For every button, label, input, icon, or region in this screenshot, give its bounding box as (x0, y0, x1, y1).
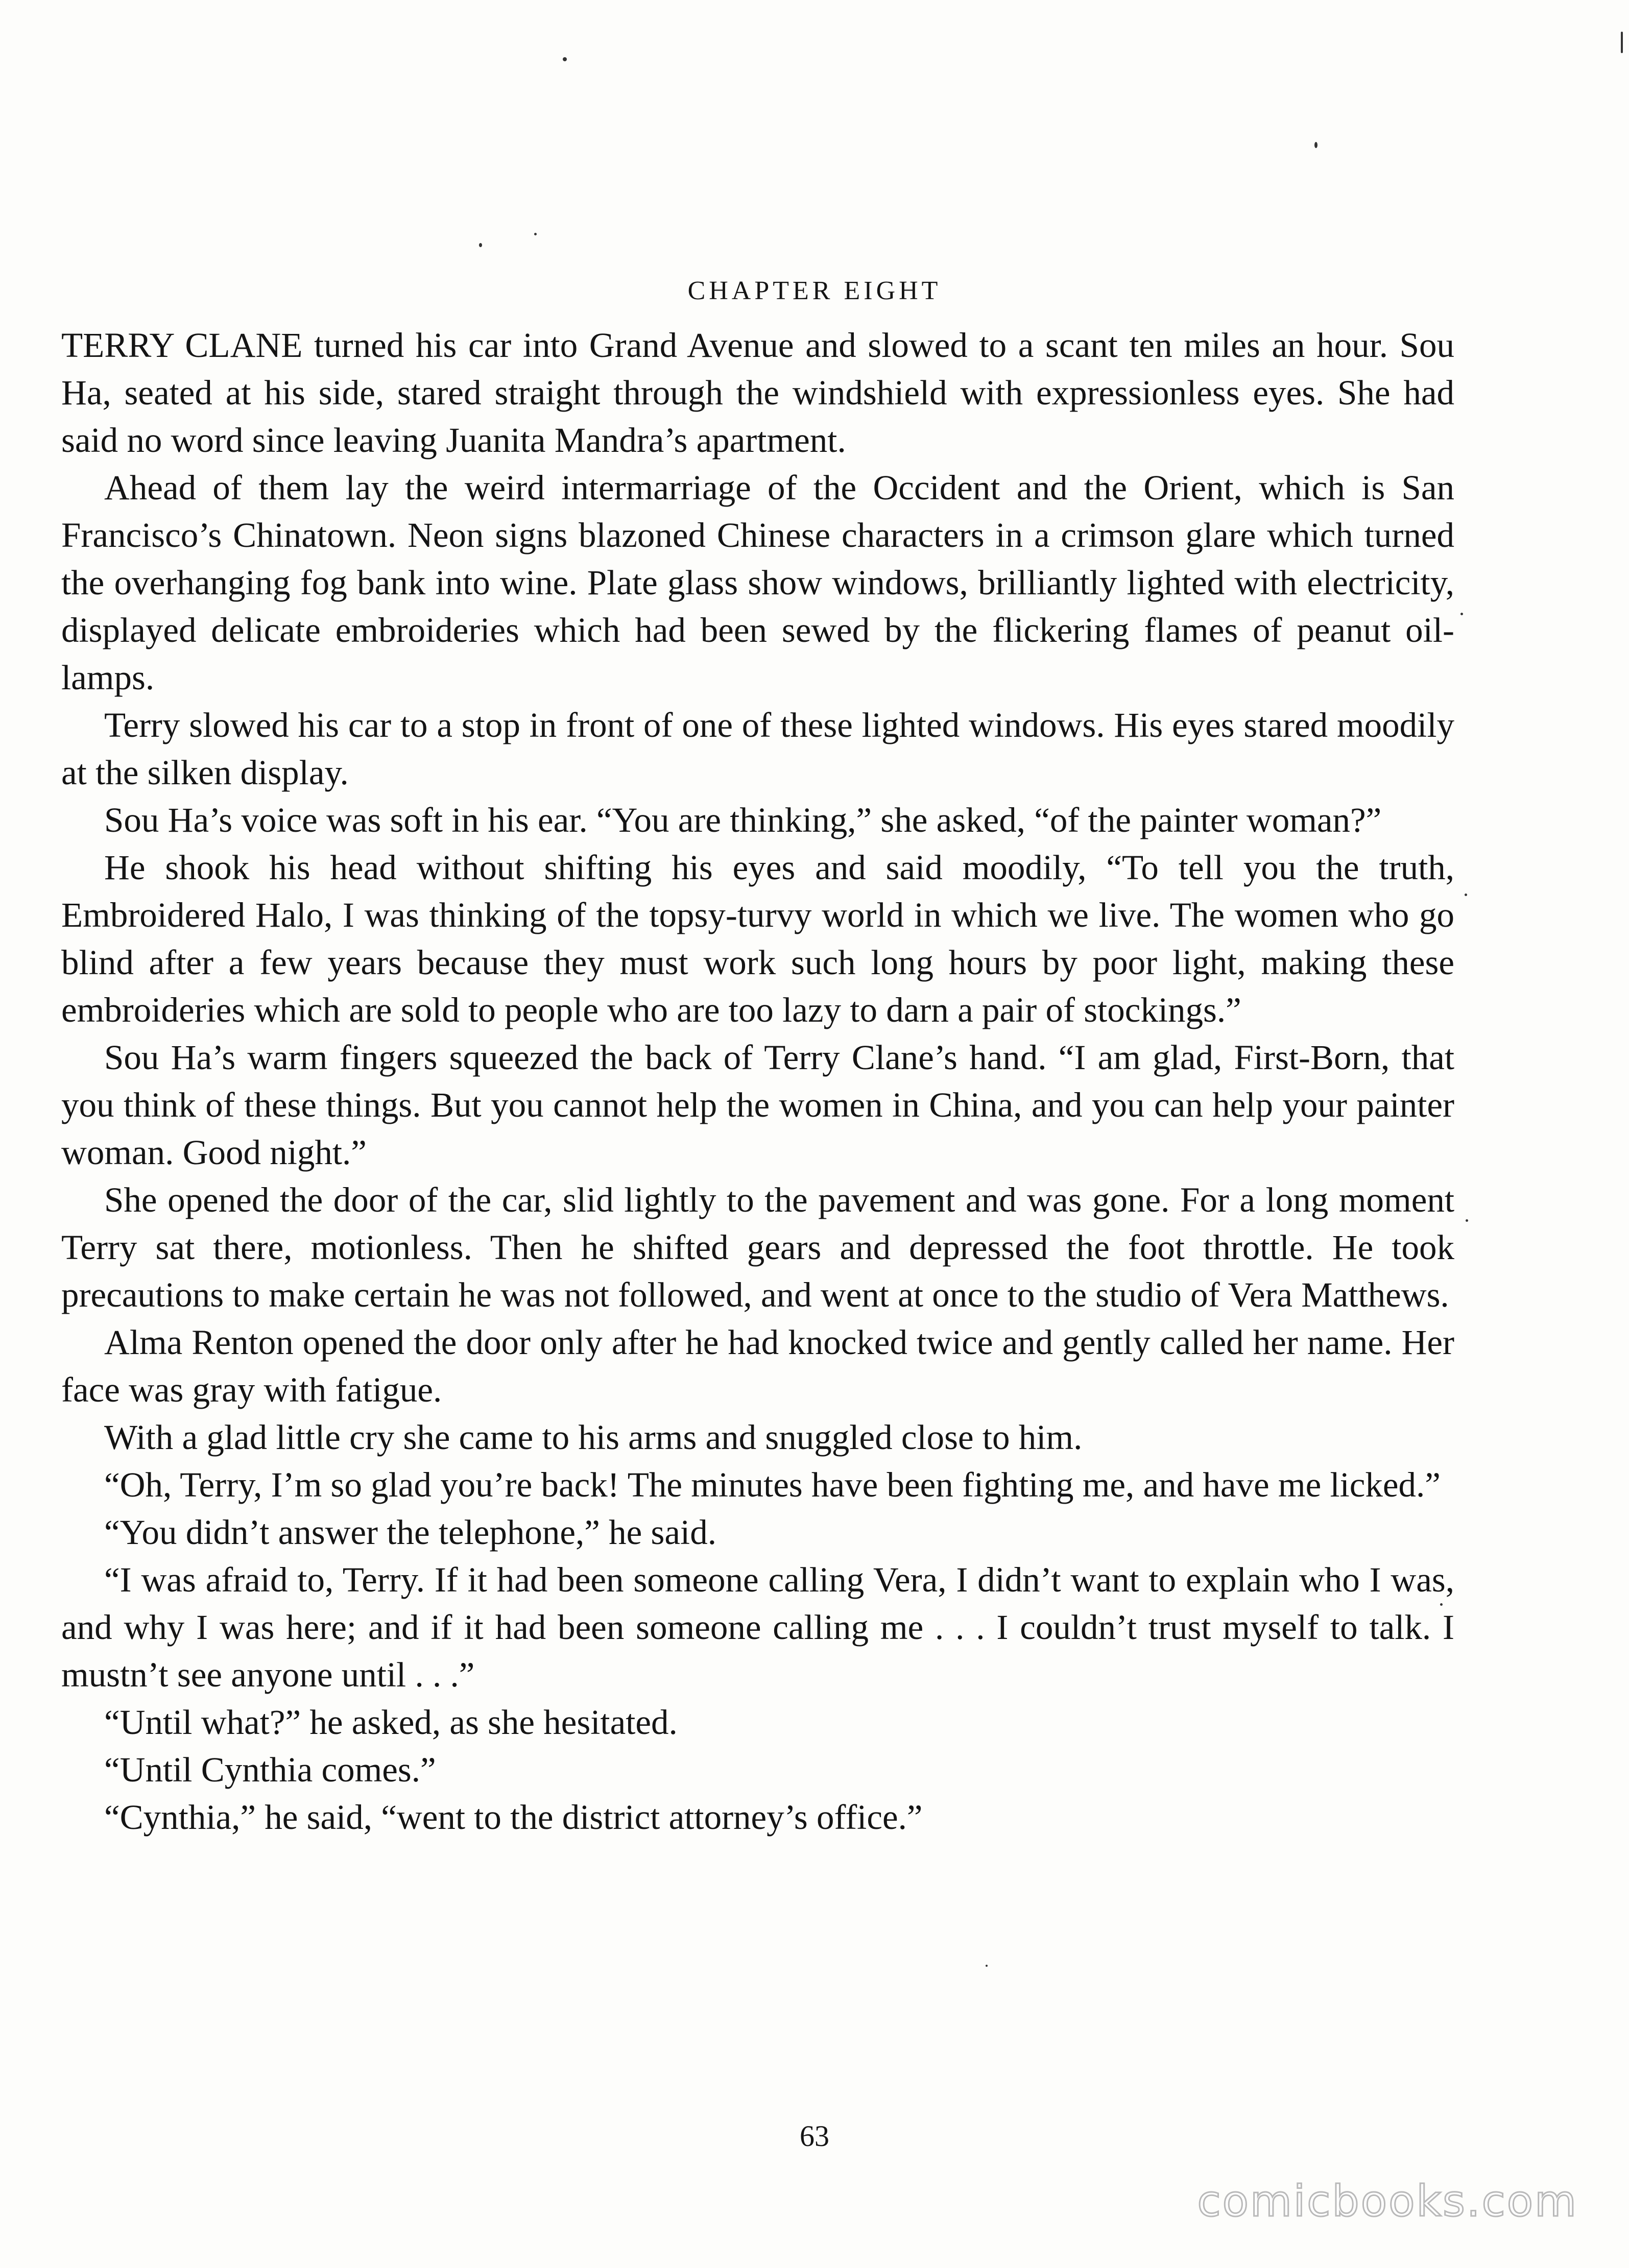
paragraph: TERRY CLANE turned his car into Grand Avenue and slowed to a scant ten miles an hour. Sou Ha, seated at his side, stared straight through the windshield with expressionless eyes. She had said no word since leaving Juanita Mandra’s apartment. (61, 326, 1454, 460)
body-text (61, 322, 1454, 1841)
scan-speck (1314, 142, 1317, 148)
paragraph: Ahead of them lay the weird intermarriage of the Occident and the Orient, which is San Francisco’s Chinatown. Neon signs blazoned Chinese characters in a crimson glare which turned the overhanging fog bank into wine. Plate glass show windows, brilliantly lighted with electricity, displayed delicate embroideries which had been sewed by the flickering flames of peanut oil-lamps. (61, 468, 1454, 697)
scan-speck (563, 57, 567, 61)
paragraph: Terry slowed his car to a stop in front of one of these lighted windows. His eyes stared moodily at the silken display. (61, 706, 1454, 792)
paragraph: “I was afraid to, Terry. If it had been someone calling Vera, I didn’t want to explain who I was, and why I was here; and if it had been someone calling me . . . I couldn’t trust myself to talk. I mustn’t see anyone until . . .” (61, 1560, 1454, 1694)
scan-speck (1460, 613, 1463, 615)
paragraph: She opened the door of the car, slid lightly to the pavement and was gone. For a long moment Terry sat there, motionless. Then he shifted gears and depressed the foot throttle. He took precautions to make certain he was not followed, and went at once to the studio of Vera Matthews. (61, 1180, 1454, 1314)
scan-speck (1440, 1603, 1443, 1606)
scan-speck (986, 1965, 988, 1967)
paragraph: With a glad little cry she came to his arms and snuggled close to him. (104, 1418, 1083, 1457)
paragraph: “You didn’t answer the telephone,” he said. (104, 1513, 716, 1552)
chapter-heading: CHAPTER EIGHT (687, 276, 942, 305)
paragraph: Sou Ha’s warm fingers squeezed the back of Terry Clane’s hand. “I am glad, First-Born, that you think of these things. But you cannot help the women in China, and you can help your painter woman. Good night.” (61, 1038, 1454, 1172)
scan-speck (479, 243, 482, 247)
paragraph: “Until what?” he asked, as she hesitated. (104, 1703, 678, 1742)
paragraph: He shook his head without shifting his eyes and said moodily, “To tell you the truth, Embroidered Halo, I was thinking of the topsy-turvy world in which we live. The women who go blind after a few years because they must work such long hours by poor light, making these embroideries which are sold to people who are too lazy to darn a pair of stockings.” (61, 848, 1454, 1029)
watermark-logo: comicbooks.com (1197, 2176, 1578, 2226)
page-number: 63 (800, 2119, 829, 2153)
paragraph: “Until Cynthia comes.” (104, 1750, 436, 1789)
scan-speck (1621, 32, 1623, 53)
paragraph: Sou Ha’s voice was soft in his ear. “You are thinking,” she asked, “of the painter woman?” (104, 801, 1382, 839)
paragraph: Alma Renton opened the door only after he had knocked twice and gently called her name. Her face was gray with fatigue. (61, 1323, 1454, 1409)
scan-speck (534, 233, 537, 235)
scan-speck (1465, 894, 1467, 896)
paragraph: “Oh, Terry, I’m so glad you’re back! The minutes have been fighting me, and have me licked.” (104, 1465, 1441, 1504)
paragraph: “Cynthia,” he said, “went to the district attorney’s office.” (104, 1798, 923, 1837)
scan-speck (1466, 1219, 1468, 1222)
